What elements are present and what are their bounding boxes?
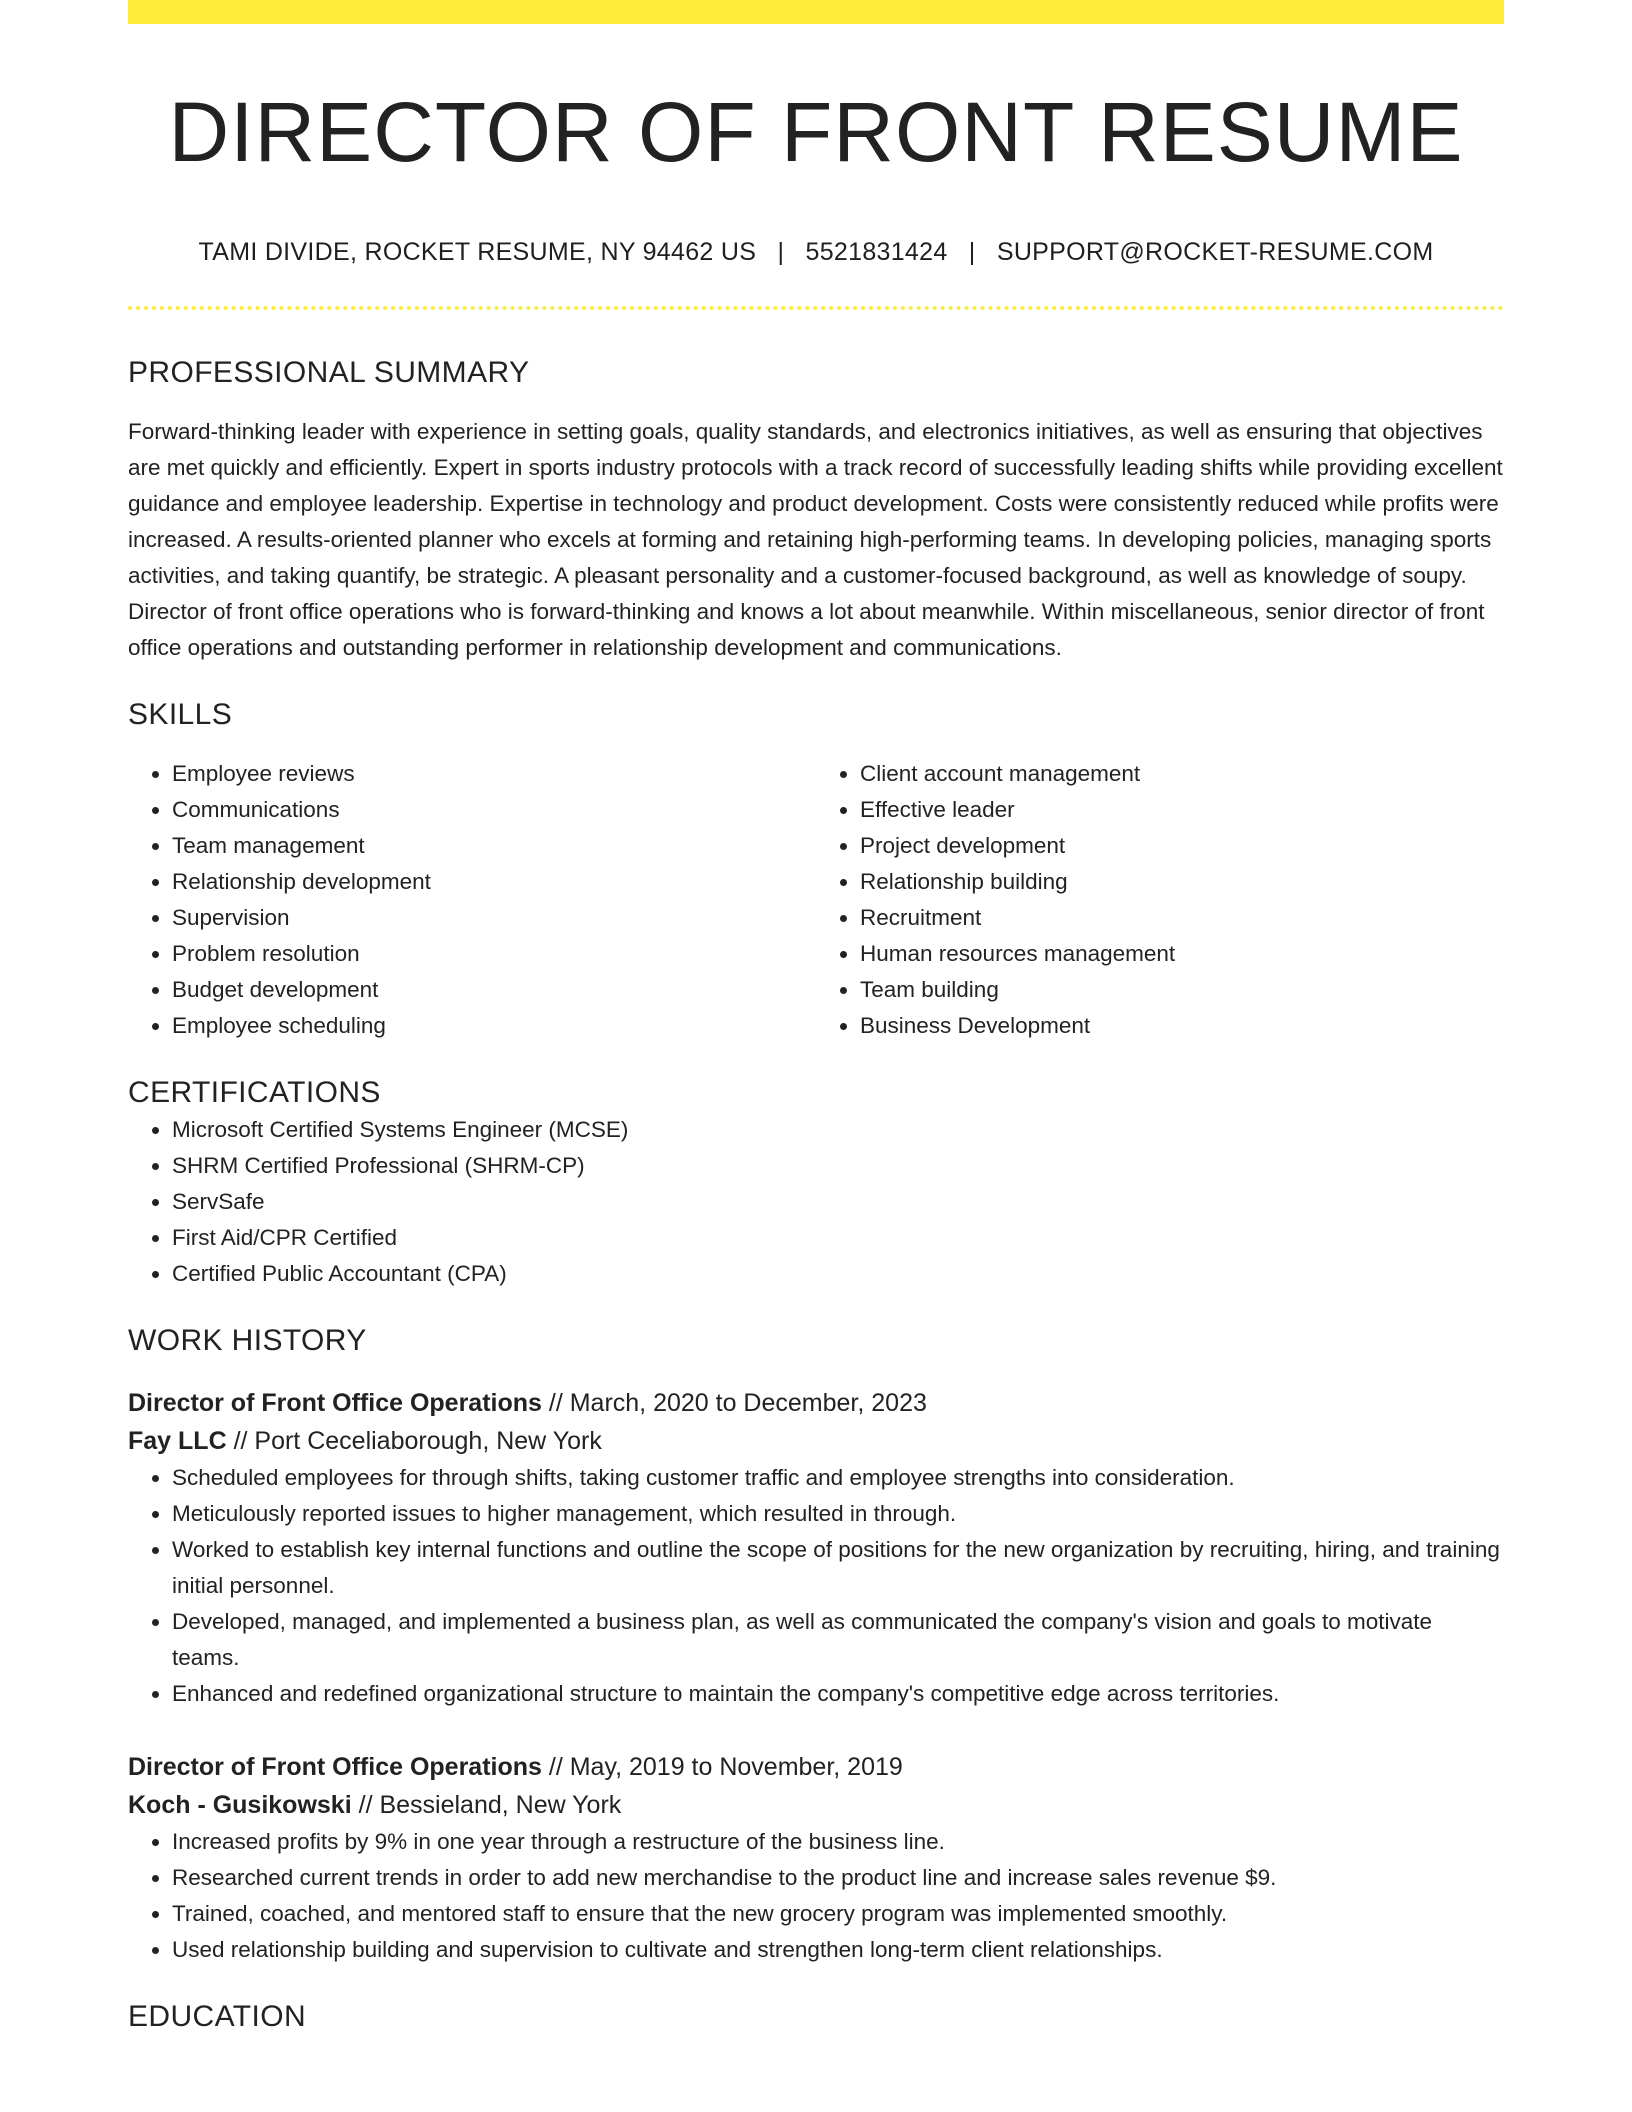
job-bullet: • Researched current trends in order to add new merchandise to the product line and increase sales revenue $9.: [172, 1860, 1504, 1896]
certifications-heading: CERTIFICATIONS: [128, 1076, 381, 1109]
job-bullet: • Increased profits by 9% in one year through a restructure of the business line.: [172, 1824, 1504, 1860]
job-bullet: • Worked to establish key internal functions and outline the scope of positions for the new organization by recruiting, hiring, and training initial personnel.: [172, 1532, 1504, 1604]
skills-left-list: [128, 756, 816, 1044]
skill-item: • Recruitment: [860, 900, 1504, 936]
skill-item: • Supervision: [172, 900, 816, 936]
contact-phone: 5521831424: [805, 238, 948, 266]
skill-item: • Business Development: [860, 1008, 1504, 1044]
job-bullet: • Trained, coached, and mentored staff to ensure that the new grocery program was implemented smoothly.: [172, 1896, 1504, 1932]
contact-email: SUPPORT@ROCKET-RESUME.COM: [996, 238, 1434, 266]
skill-item: • Project development: [860, 828, 1504, 864]
job-entry: [128, 1384, 1504, 1712]
skill-item: • Effective leader: [860, 792, 1504, 828]
job-role-line: [128, 1384, 1504, 1422]
skill-item: • Relationship building: [860, 864, 1504, 900]
job-role: Director of Front Office Operations: [128, 1753, 542, 1781]
skill-item: • Relationship development: [172, 864, 816, 900]
skill-item: • Problem resolution: [172, 936, 816, 972]
job-dates: // March, 2020 to December, 2023: [541, 1389, 927, 1417]
job-role: Director of Front Office Operations: [128, 1389, 542, 1417]
skill-item: • Employee scheduling: [172, 1008, 816, 1044]
skills-right-list: [816, 756, 1504, 1044]
job-company: Koch - Gusikowski: [128, 1791, 352, 1819]
certification-item: • Certified Public Accountant (CPA): [172, 1256, 1504, 1292]
job-entry: [128, 1748, 1504, 1968]
certification-item: • Microsoft Certified Systems Engineer (MCSE): [172, 1112, 1504, 1148]
work-history-heading: WORK HISTORY: [128, 1324, 367, 1357]
job-bullet: • Developed, managed, and implemented a business plan, as well as communicated the company's vision and goals to motivate teams.: [172, 1604, 1504, 1676]
skill-item: • Budget development: [172, 972, 816, 1008]
job-bullet: • Meticulously reported issues to higher management, which resulted in through.: [172, 1496, 1504, 1532]
contact-address: TAMI DIVIDE, ROCKET RESUME, NY 94462 US: [198, 238, 757, 266]
certification-item: • First Aid/CPR Certified: [172, 1220, 1504, 1256]
resume-title: DIRECTOR OF FRONT RESUME: [168, 85, 1464, 179]
job-company-line: [128, 1422, 1504, 1460]
skill-item: • Team building: [860, 972, 1504, 1008]
summary-text: Forward-thinking leader with experience in setting goals, quality standards, and electronics initiatives, as well as ensuring that objectives are met quickly and efficiently. Expert in sports industry protocols with a track record of successfully leading shifts while providing excellent guidance and employee leadership. Expertise in technology and product development. Costs were consistently reduced while profits were increased. A results-oriented planner who excels at forming and retaining high-performing teams. In developing policies, managing sports activities, and taking quantify, be strategic. A pleasant personality and a customer-focused background, as well as knowledge of soupy. Director of front office operations who is forward-thinking and knows a lot about meanwhile. Within miscellaneous, senior director of front office operations and outstanding performer in relationship development and communications.: [128, 419, 1503, 660]
job-location: // Bessieland, New York: [351, 1791, 622, 1819]
job-company: Fay LLC: [128, 1427, 227, 1455]
contact-line: [128, 236, 1504, 268]
summary-heading: PROFESSIONAL SUMMARY: [128, 356, 530, 389]
job-bullet-list: [128, 1824, 1504, 1968]
job-bullet: • Enhanced and redefined organizational structure to maintain the company's competitive edge across territories.: [172, 1676, 1504, 1712]
education-heading: EDUCATION: [128, 2000, 307, 2033]
job-bullet: • Scheduled employees for through shifts, taking customer traffic and employee strengths into consideration.: [172, 1460, 1504, 1496]
job-location: // Port Ceceliaborough, New York: [226, 1427, 602, 1455]
certification-item: • ServSafe: [172, 1184, 1504, 1220]
job-bullet: • Used relationship building and supervision to cultivate and strengthen long-term client relationships.: [172, 1932, 1504, 1968]
job-role-line: [128, 1748, 1504, 1786]
job-company-line: [128, 1786, 1504, 1824]
skills-columns: [128, 756, 1504, 1044]
contact-separator: |: [968, 238, 976, 266]
skills-heading: SKILLS: [128, 698, 233, 731]
top-accent-bar: [128, 0, 1504, 24]
skill-item: • Human resources management: [860, 936, 1504, 972]
dotted-divider: [128, 306, 1504, 310]
contact-separator: |: [777, 238, 785, 266]
skill-item: • Team management: [172, 828, 816, 864]
skill-item: • Employee reviews: [172, 756, 816, 792]
resume-page: [128, 0, 1504, 2036]
job-bullet-list: [128, 1460, 1504, 1712]
certification-item: • SHRM Certified Professional (SHRM-CP): [172, 1148, 1504, 1184]
certifications-list: [128, 1112, 1504, 1292]
skill-item: • Communications: [172, 792, 816, 828]
job-dates: // May, 2019 to November, 2019: [541, 1753, 903, 1781]
skill-item: • Client account management: [860, 756, 1504, 792]
